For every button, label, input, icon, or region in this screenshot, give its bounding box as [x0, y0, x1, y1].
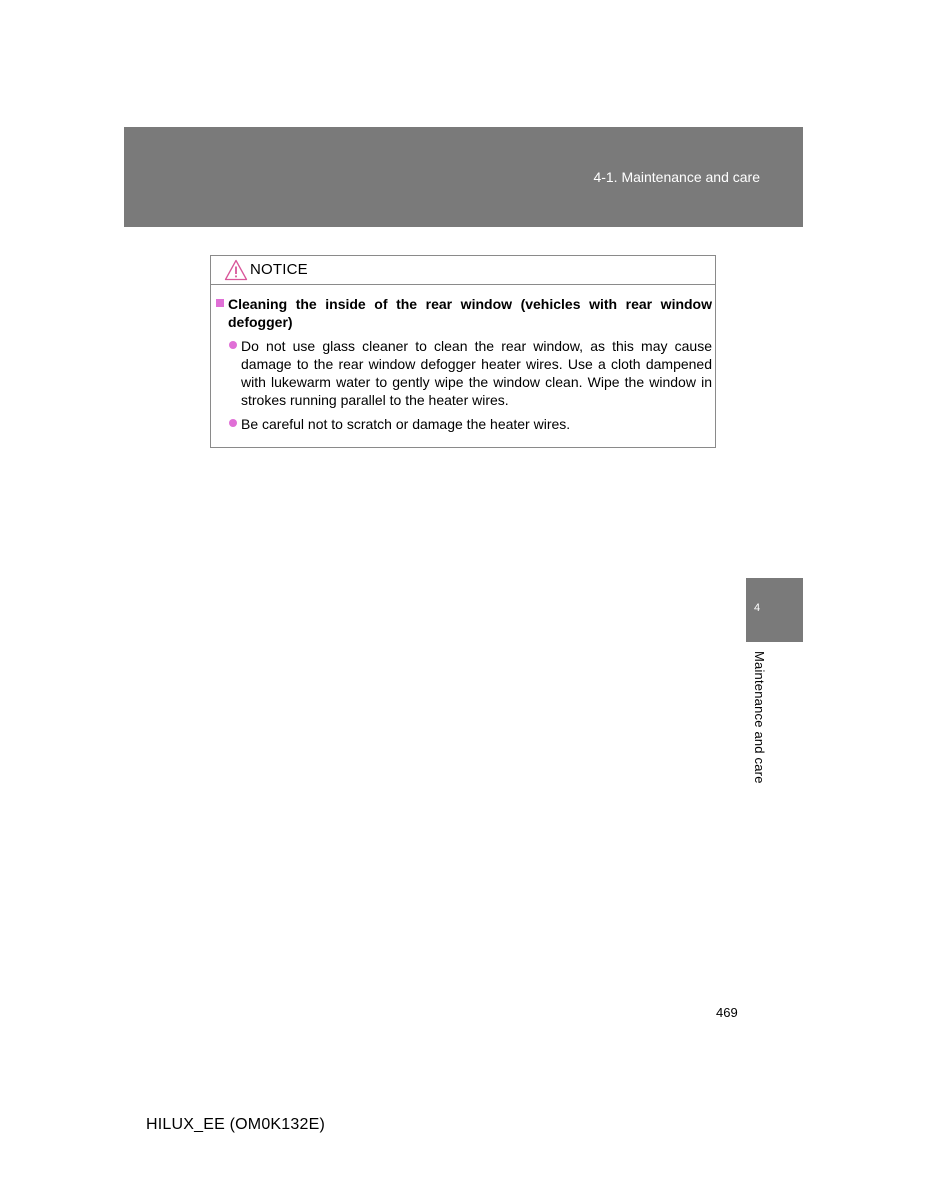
notice-heading: Cleaning the inside of the rear window (vehicles with rear window defogger)	[228, 296, 712, 330]
notice-heading-row	[216, 295, 712, 331]
notice-bullet-item	[229, 337, 712, 409]
page-number: 469	[716, 1005, 738, 1020]
header-band	[124, 127, 803, 227]
chapter-label: Maintenance and care	[752, 651, 767, 784]
notice-box	[210, 255, 716, 448]
notice-bullet-item	[229, 415, 712, 433]
chapter-number: 4	[754, 602, 761, 614]
chapter-tab	[746, 578, 803, 642]
warning-triangle-icon	[224, 259, 248, 281]
notice-header	[211, 256, 715, 285]
notice-title: NOTICE	[250, 261, 308, 278]
footer-code: HILUX_EE (OM0K132E)	[146, 1116, 325, 1133]
notice-bullet-text: Do not use glass cleaner to clean the rear window, as this may cause damage to the rear window defogger heater wires. Use a cloth dampened with lukewarm water to gently wipe the window clean. Wipe the window in strokes running parallel to the heater wires.	[241, 338, 712, 408]
square-bullet-icon	[216, 299, 224, 307]
section-title: 4-1. Maintenance and care	[593, 169, 760, 185]
round-bullet-icon	[229, 419, 237, 427]
round-bullet-icon	[229, 341, 237, 349]
notice-bullet-text: Be careful not to scratch or damage the heater wires.	[241, 416, 571, 432]
